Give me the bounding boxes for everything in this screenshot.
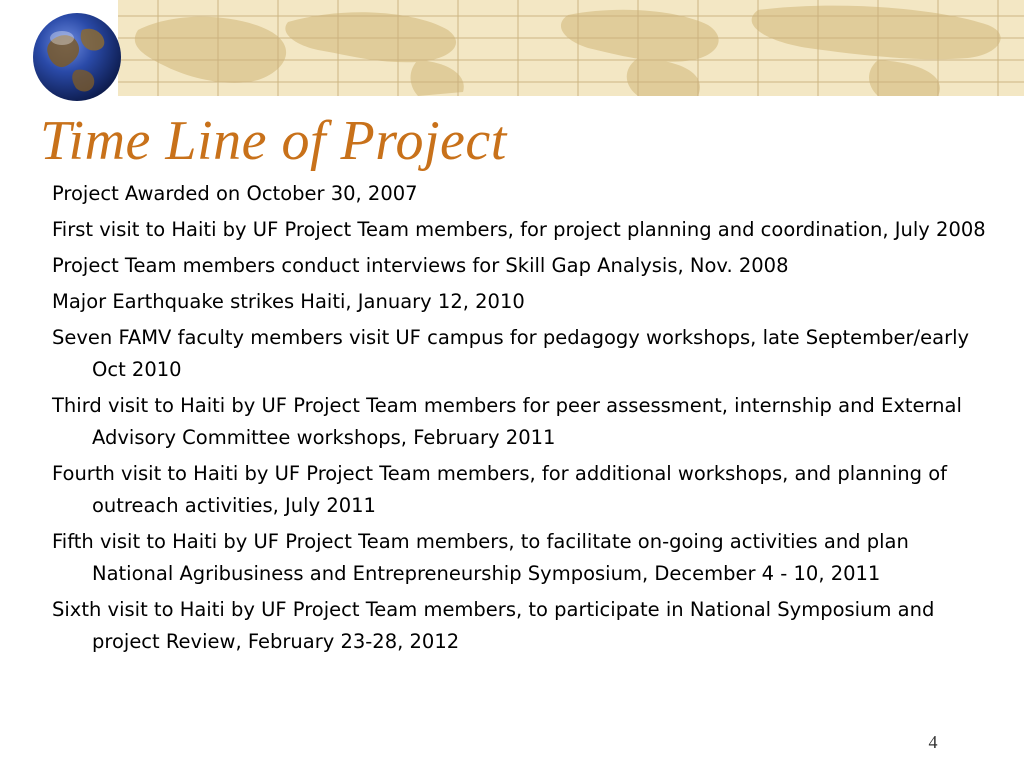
timeline-item: Project Team members conduct interviews for Skill Gap Analysis, Nov. 2008	[52, 254, 789, 277]
timeline-item: Major Earthquake strikes Haiti, January 12, 2010	[52, 290, 525, 313]
timeline-item: Fourth visit to Haiti by UF Project Team members, for additional workshops, and planning of outreach activities, July 2011	[52, 462, 947, 517]
timeline-item: Project Awarded on October 30, 2007	[52, 182, 418, 205]
page-number: 4	[928, 732, 938, 752]
timeline-item: Third visit to Haiti by UF Project Team members for peer assessment, internship and External Advisory Committee workshops, February 2011	[52, 394, 962, 449]
world-map-banner	[118, 0, 1024, 96]
timeline-item: First visit to Haiti by UF Project Team members, for project planning and coordination, July 2008	[52, 218, 986, 241]
timeline-item: Seven FAMV faculty members visit UF campus for pedagogy workshops, late September/early Oct 2010	[52, 326, 970, 381]
globe-icon	[30, 10, 124, 104]
slide-title: Time Line of Project	[40, 110, 507, 172]
timeline-item: Fifth visit to Haiti by UF Project Team members, to facilitate on-going activities and plan National Agribusiness and Entrepreneurship Symposium, December 4 - 10, 2011	[52, 530, 909, 585]
timeline-item: Sixth visit to Haiti by UF Project Team members, to participate in National Symposium and project Review, February 23-28, 2012	[52, 598, 935, 653]
timeline-list	[52, 178, 992, 662]
